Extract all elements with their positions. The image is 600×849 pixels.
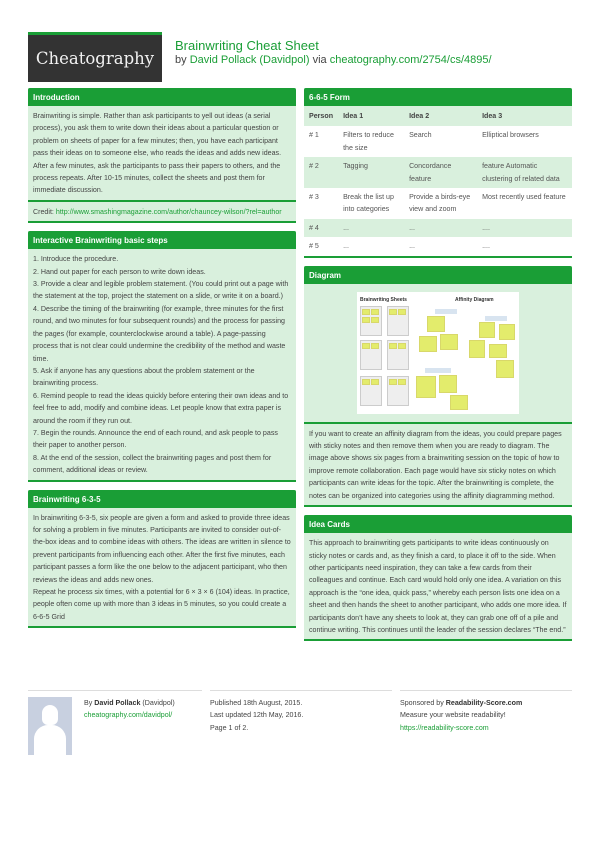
sticky-note bbox=[362, 317, 370, 323]
form-section bbox=[304, 88, 572, 258]
sticky-note bbox=[398, 379, 406, 385]
sheet-url-link[interactable]: cheatography.com/2754/cs/4895/ bbox=[329, 54, 492, 66]
list-item: 2. Hand out paper for each person to write down ideas. bbox=[33, 267, 206, 276]
diagram-section bbox=[304, 266, 572, 507]
author-handle: (Davidpol) bbox=[142, 699, 175, 707]
footer-dates bbox=[210, 690, 392, 734]
cell: .... bbox=[477, 237, 572, 255]
cell: Concordance feature bbox=[404, 157, 477, 188]
sticky-note bbox=[362, 379, 370, 385]
author-profile-link[interactable]: cheatography.com/davidpol/ bbox=[84, 711, 173, 720]
page-title: Brainwriting Cheat Sheet bbox=[175, 38, 319, 53]
sticky-note bbox=[416, 376, 436, 398]
section-title: Interactive Brainwriting basic steps bbox=[28, 231, 296, 249]
sticky-note bbox=[371, 309, 379, 315]
section-title: Diagram bbox=[304, 266, 572, 284]
cell: Tagging bbox=[338, 157, 404, 188]
image-right-title: Affinity Diagram bbox=[455, 296, 494, 303]
cell: # 3 bbox=[304, 188, 338, 219]
section-title: Introduction bbox=[28, 88, 296, 106]
avatar bbox=[28, 697, 72, 755]
cell: .... bbox=[477, 219, 572, 237]
table-row bbox=[304, 219, 572, 237]
sticky-note bbox=[371, 343, 379, 349]
sticky-note bbox=[371, 317, 379, 323]
brainwriting-635-body bbox=[28, 508, 296, 627]
form-table bbox=[304, 106, 572, 256]
column-header: Idea 3 bbox=[477, 106, 572, 126]
footer-sponsor bbox=[400, 690, 572, 734]
idea-cards-section bbox=[304, 515, 572, 641]
table-row bbox=[304, 157, 572, 188]
sticky-note bbox=[398, 343, 406, 349]
table-row bbox=[304, 188, 572, 219]
cell: Search bbox=[404, 126, 477, 157]
footer-author bbox=[28, 690, 202, 760]
affinity-diagram-image bbox=[357, 292, 519, 414]
sticky-note bbox=[371, 379, 379, 385]
sponsor-name: Readability-Score.com bbox=[445, 699, 523, 707]
right-column bbox=[304, 88, 572, 649]
category-label bbox=[435, 309, 457, 314]
avatar-head-icon bbox=[42, 705, 58, 725]
section-title: 6-6-5 Form bbox=[304, 88, 572, 106]
sticky-note bbox=[389, 343, 397, 349]
credit-link[interactable]: http://www.smashingmagazine.com/author/chauncey-wilson/?rel=author bbox=[55, 207, 282, 216]
author-name: David Pollack bbox=[94, 699, 141, 707]
sticky-note bbox=[389, 379, 397, 385]
list-item: 1. Introduce the procedure. bbox=[33, 255, 119, 264]
sticky-note bbox=[489, 344, 507, 358]
introduction-section bbox=[28, 88, 296, 223]
cell: Elliptical browsers bbox=[477, 126, 572, 157]
list-item: 3. Provide a clear and legible problem statement. (You could print out a page with the statement at the top, project the statement on a slide, or write it on a board.) bbox=[33, 280, 289, 301]
sticky-note bbox=[427, 316, 445, 332]
sponsored-by-label: Sponsored by bbox=[400, 699, 444, 707]
cell: ... bbox=[404, 237, 477, 255]
cell: ... bbox=[338, 237, 404, 255]
cell: feature Automatic clustering of related data bbox=[477, 157, 572, 188]
sticky-note bbox=[389, 309, 397, 315]
sticky-note bbox=[398, 309, 406, 315]
cell: # 5 bbox=[304, 237, 338, 255]
left-column bbox=[28, 88, 296, 636]
steps-section bbox=[28, 231, 296, 481]
list-item: 4. Describe the timing of the brainwriting (for example, three minutes for the first round, and two minutes for four subsequent rounds) and the process for passing the pages (for example, counterclockwise around a table). A page-passing process that is not clear could undermine the credibility of the method and waste time. bbox=[33, 304, 286, 363]
published-date: Published 18th August, 2015. bbox=[210, 699, 303, 707]
section-title: Brainwriting 6-3-5 bbox=[28, 490, 296, 508]
paragraph: Repeat he process six times, with a potential for 6 × 3 × 6 (104) ideas. In practice, people often come up with more than 3 ideas in 5 minutes, so you could create a 6-6-5 Grid bbox=[33, 588, 290, 621]
sticky-note bbox=[439, 375, 457, 393]
table-row bbox=[304, 126, 572, 157]
cell: Filters to reduce the size bbox=[338, 126, 404, 157]
cell: # 1 bbox=[304, 126, 338, 157]
list-item: 8. At the end of the session, collect the brainwriting pages and post them for comment, additional ideas or review. bbox=[33, 453, 272, 475]
sticky-note bbox=[479, 322, 495, 338]
diagram-body: If you want to create an affinity diagram from the ideas, you could prepare pages with sticky notes and then remove them when you are ready to diagram. The image above shows six pages from a brainwriting session on the topic of how to improve remote collaboration. Each page would have six sticky notes on which participants can write ideas for the topic. After the brainwriting is complete, the notes can be organized into categories using the affinity diagramming method. bbox=[304, 422, 572, 505]
cell: Provide a birds-eye view and zoom bbox=[404, 188, 477, 219]
list-item: 7. Begin the rounds. Announce the end of each round, and ask people to pass their paper to another person. bbox=[33, 428, 278, 450]
sponsor-tagline: Measure your website readability! bbox=[400, 711, 506, 720]
sticky-note bbox=[419, 336, 437, 352]
updated-date: Last updated 12th May, 2016. bbox=[210, 711, 304, 720]
by-label: By bbox=[84, 699, 93, 707]
sticky-note bbox=[362, 343, 370, 349]
idea-cards-body: This approach to brainwriting gets participants to write ideas continuously on sticky notes or cards and, as they finish a card, to place it off to the side. When other participants need inspiration, they can take a few cards from their colleagues and continue. Each card would hold only one idea. A variation on this approach is the “one idea, quick pass,” whereby each person lists one idea on a sheet and then hands the sheet to another participant, who adds one more idea. If participants don’t have any sheets to look at, they can grab one off of a pile and continue writing. This continues until the leader of the session declares “The end.” bbox=[309, 539, 567, 634]
credit-label: Credit: bbox=[33, 207, 54, 216]
by-label: by bbox=[175, 54, 187, 66]
image-left-title: Brainwriting Sheets bbox=[360, 296, 407, 303]
table-header-row bbox=[304, 106, 572, 126]
column-header: Idea 1 bbox=[338, 106, 404, 126]
sticky-note bbox=[499, 324, 515, 340]
cell: # 2 bbox=[304, 157, 338, 188]
cell: Most recently used feature bbox=[477, 188, 572, 219]
sticky-note bbox=[362, 309, 370, 315]
byline bbox=[175, 54, 492, 66]
column-header: Person bbox=[304, 106, 338, 126]
table-row bbox=[304, 237, 572, 255]
steps-list bbox=[28, 249, 296, 479]
category-label bbox=[485, 316, 507, 321]
sticky-note bbox=[450, 395, 468, 410]
sticky-note bbox=[440, 334, 458, 350]
cell: # 4 bbox=[304, 219, 338, 237]
introduction-body: Brainwriting is simple. Rather than ask participants to yell out ideas (a serial process), you ask them to write down their ideas about a particular question or problem on sheets of paper for a few minutes; then, you have each participant pass their ideas on to someone else, who reads the ideas and adds new ideas. After a few minutes, ask the participants to pass their papers to others, and the process repeats. After 10-15 minutes, collect the sheets and post them for immediate discussion. bbox=[33, 112, 282, 195]
sticky-note bbox=[469, 340, 485, 358]
cell: ... bbox=[338, 219, 404, 237]
sponsor-link[interactable]: https://readability-score.com bbox=[400, 723, 489, 732]
cell: ... bbox=[404, 219, 477, 237]
sticky-note bbox=[496, 360, 514, 378]
brainwriting-635-section bbox=[28, 490, 296, 629]
section-title: Idea Cards bbox=[304, 515, 572, 533]
via-label: via bbox=[312, 54, 327, 66]
list-item: 5. Ask if anyone has any questions about the problem statement or the brainwriting process. bbox=[33, 366, 255, 388]
diagram-wrapper bbox=[304, 284, 572, 422]
cell: Break the list up into categories bbox=[338, 188, 404, 219]
page-number: Page 1 of 2. bbox=[210, 723, 249, 732]
column-header: Idea 2 bbox=[404, 106, 477, 126]
avatar-body-icon bbox=[34, 725, 66, 755]
category-label bbox=[425, 368, 451, 373]
cheatography-logo[interactable] bbox=[28, 32, 162, 82]
author-link[interactable]: David Pollack (Davidpol) bbox=[189, 54, 310, 66]
logo-text: Cheatography bbox=[35, 49, 155, 68]
list-item: 6. Remind people to read the ideas quickly before entering their own ideas and to feel free to add, modify and combine ideas. Let people know that extra paper is around the room if they run out. bbox=[33, 391, 289, 425]
paragraph: In brainwriting 6-3-5, six people are given a form and asked to provide three ideas for solving a problem in five minutes. Participants are invited to consider out-of-the-box ideas and to combine ideas with others. The ideas are written in silence to prevent participants from influencing each other. After the first five minutes, each participant passes a form like the one below to the adjacent participant, who then reviews the ideas and adds new ones. bbox=[33, 513, 291, 584]
credit bbox=[28, 200, 296, 221]
